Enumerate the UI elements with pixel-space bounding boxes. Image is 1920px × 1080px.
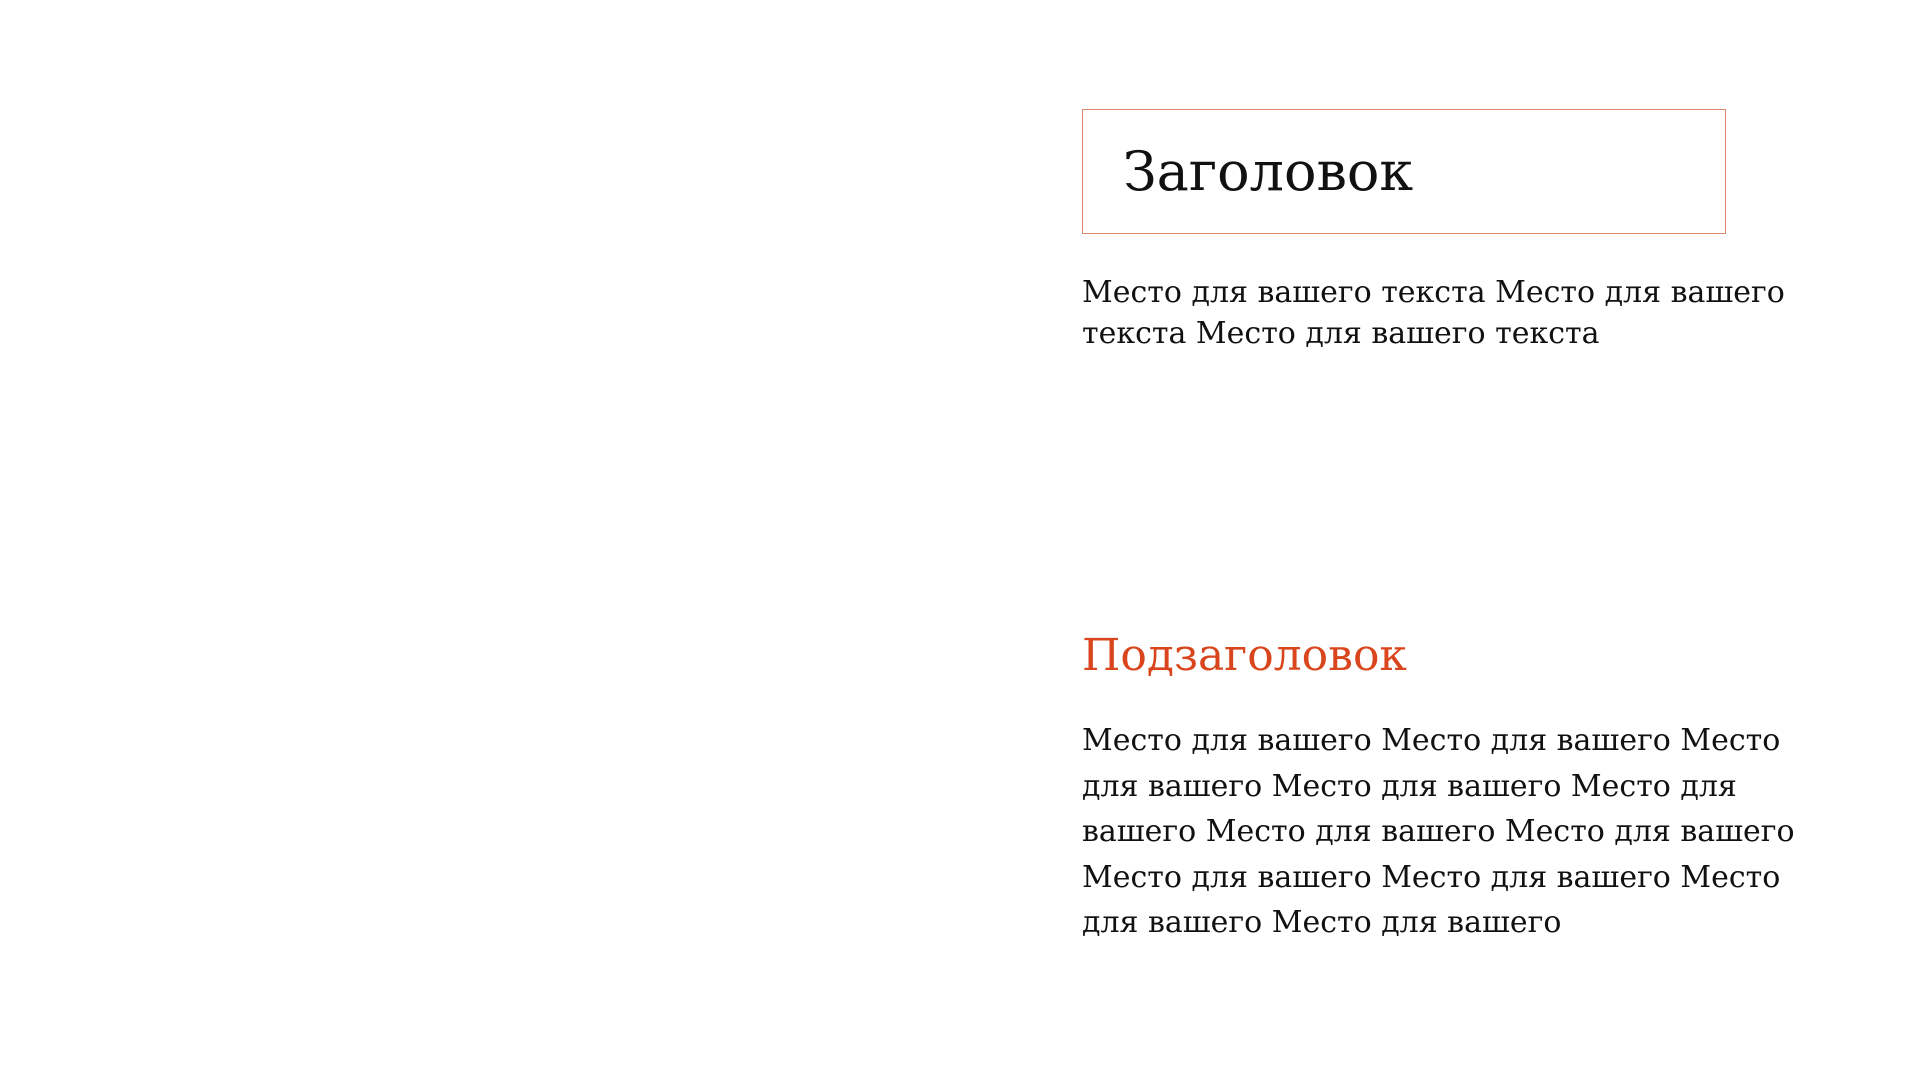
- subtitle: Подзаголовок: [1082, 630, 1407, 681]
- body-text-1: Место для вашего текста Место для вашего текста Место для вашего текста: [1082, 275, 1785, 351]
- body-text-2: Место для вашего Место для вашего Место для вашего Место для вашего Место для вашего Место для вашего Место для вашего Место для вашего Место для вашего Место для вашего Место для вашего: [1082, 723, 1795, 940]
- title-box: [1082, 109, 1726, 234]
- page-title: Заголовок: [1123, 139, 1414, 203]
